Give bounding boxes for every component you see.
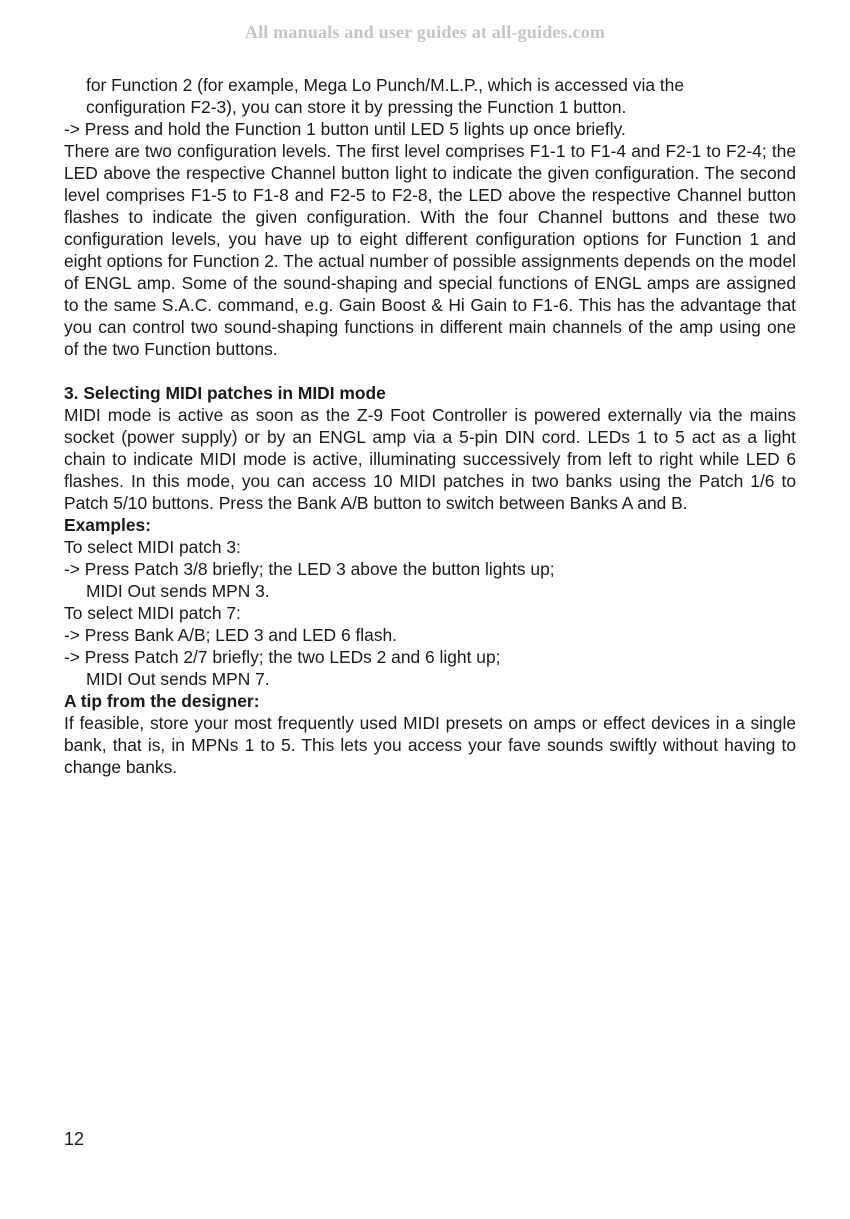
example-2-step-1: -> Press Bank A/B; LED 3 and LED 6 flash. <box>64 625 398 645</box>
tip-paragraph: If feasible, store your most frequently used MIDI presets on amps or effect devices in a single bank, that is, in MPNs 1 to 5. This lets you access your fave sounds swiftly without having to change banks. <box>64 713 796 777</box>
examples-heading: Examples: <box>64 515 151 535</box>
press-instruction: -> Press and hold the Function 1 button until LED 5 lights up once briefly. <box>64 119 626 139</box>
watermark: All manuals and user guides at all-guides.com <box>244 22 606 42</box>
intro-line-1: for Function 2 (for example, Mega Lo Punch/M.L.P., which is accessed via the <box>86 75 685 95</box>
section-spacer <box>64 360 796 382</box>
example-2-step-2: -> Press Patch 2/7 briefly; the two LEDs 2 and 6 light up; <box>64 647 501 667</box>
example-1-title: To select MIDI patch 3: <box>64 537 241 557</box>
example-1-step: -> Press Patch 3/8 briefly; the LED 3 above the button lights up; <box>64 559 555 579</box>
example-1-result: MIDI Out sends MPN 3. <box>86 581 270 601</box>
intro-line-2: configuration F2-3), you can store it by pressing the Function 1 button. <box>86 97 627 117</box>
page-number: 12 <box>64 1129 85 1149</box>
configuration-paragraph: There are two configuration levels. The first level comprises F1-1 to F1-4 and F2-1 to F2-4; the LED above the respective Channel button light to indicate the given configuration. The second level comprises F1-5 to F1-8 and F2-5 to F2-8, the LED above the respective Channel button flashes to indicate the given configuration. With the four Channel buttons and these two configuration levels, you have up to eight different configuration options for Function 1 and eight options for Function 2. The actual number of possible assignments depends on the model of ENGL amp. Some of the sound-shaping and special functions of ENGL amps are assigned to the same S.A.C. command, e.g. Gain Boost & Hi Gain to F1-6. This has the advantage that you can control two sound-shaping functions in different main channels of the amp using one of the two Function buttons. <box>64 141 796 359</box>
midi-mode-paragraph: MIDI mode is active as soon as the Z-9 Foot Controller is powered externally via the mains socket (power supply) or by an ENGL amp via a 5-pin DIN cord. LEDs 1 to 5 act as a light chain to indicate MIDI mode is active, illuminating successively from left to right while LED 6 flashes. In this mode, you can access 10 MIDI patches in two banks using the Patch 1/6 to Patch 5/10 buttons. Press the Bank A/B button to switch between Banks A and B. <box>64 405 796 513</box>
page-content <box>64 74 796 778</box>
example-2-title: To select MIDI patch 7: <box>64 603 241 623</box>
section-heading: 3. Selecting MIDI patches in MIDI mode <box>64 383 386 403</box>
example-2-result: MIDI Out sends MPN 7. <box>86 669 270 689</box>
tip-heading: A tip from the designer: <box>64 691 260 711</box>
